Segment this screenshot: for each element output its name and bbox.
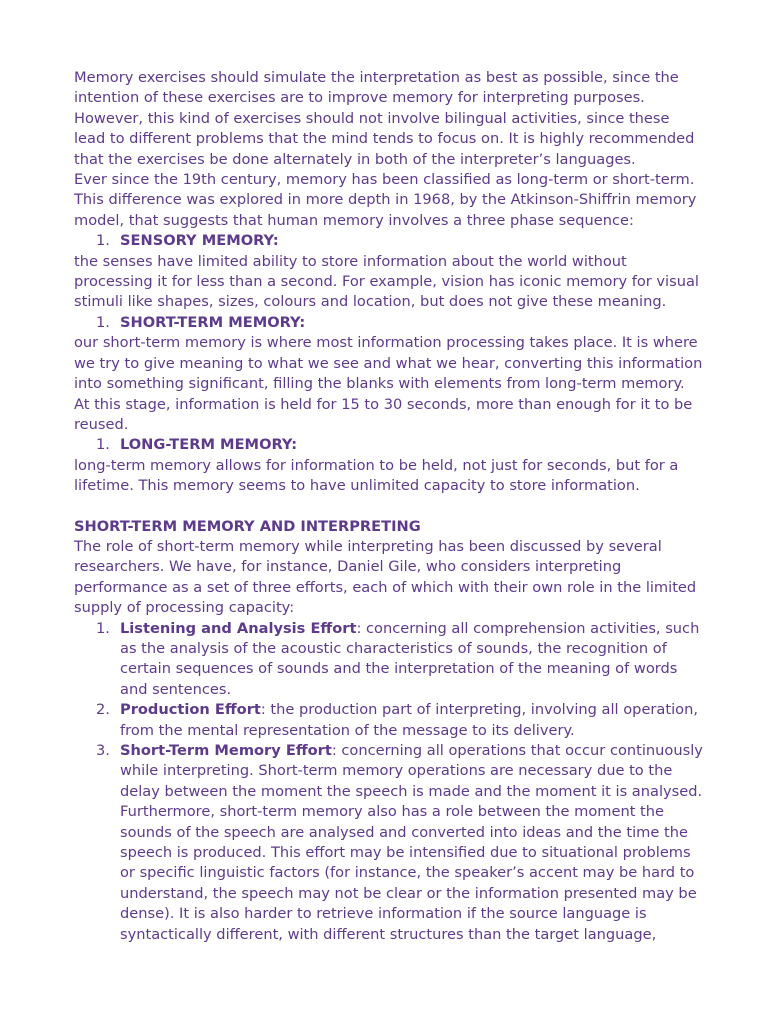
list-item [96,619,704,701]
section-intro: The role of short-term memory while interpreting has been discussed by several researchers. We have, for instance, Daniel Gile, who considers interpreting performance as a set of three efforts, each of which with their own role in the limited supply of processing capacity: [74,537,697,617]
memory-type-title: SHORT-TERM MEMORY: [120,313,306,331]
memory-type-heading-long-term [96,435,704,455]
effort-term: Production Effort [120,701,261,719]
list-number: 1. [96,619,110,637]
intro-paragraph-2: Ever since the 19th century, memory has been classified as long-term or short-term. This difference was explored in more depth in 1968, by the Atkinson-Shiffrin memory model, that suggests that human memory involves a three phase sequence: [74,171,697,229]
list-number: 2. [96,701,110,719]
list-number: 1. [96,313,110,331]
list-item [96,700,704,741]
memory-type-heading-short-term [96,313,704,333]
section-heading: SHORT-TERM MEMORY AND INTERPRETING [74,517,421,535]
list-item-body [120,700,704,741]
list-number: 1. [96,436,110,454]
efforts-list [74,619,704,946]
effort-description: : the production part of interpreting, involving all operation, from the mental representation of the message to its delivery. [120,701,698,739]
list-item-body [120,741,704,945]
effort-description: : concerning all comprehension activities, such as the analysis of the acoustic characteristics of sounds, the recognition of certain sequences of sounds and the interpretation of the meaning of words and sentences. [120,619,700,698]
list-number: 1. [96,232,110,250]
memory-type-title: LONG-TERM MEMORY: [120,436,298,454]
list-item-body [120,619,704,701]
document-page [74,68,704,945]
effort-description: : concerning all operations that occur continuously while interpreting. Short-term memory operations are necessary due to the delay between the moment the speech is made and the moment it is analysed. Furthermore, short-term memory also has a role between the moment the sounds of the speech are analysed and converted into ideas and the time the speech is produced. This effort may be intensified due to situational problems or specific linguistic factors (for instance, the speaker’s accent may be hard to understand, the speech may not be clear or the information presented may be dense). It is also harder to retrieve information if the source language is syntactically different, with different structures than the target language, [120,742,703,943]
memory-type-description: our short-term memory is where most information processing takes place. It is where we try to give meaning to what we see and what we hear, converting this information into something significant, filling the blanks with elements from long-term memory. At this stage, information is held for 15 to 30 seconds, more than enough for it to be reused. [74,334,703,433]
list-number: 3. [96,742,110,759]
list-item [96,741,704,945]
memory-type-title: SENSORY MEMORY: [120,232,279,250]
effort-term: Listening and Analysis Effort [120,619,357,637]
memory-type-description: the senses have limited ability to store information about the world without processing it for less than a second. For example, vision has iconic memory for visual stimuli like shapes, sizes, colours and location, but does not give these meaning. [74,252,699,311]
effort-term: Short-Term Memory Effort [120,742,332,759]
memory-type-heading-sensory [96,231,704,251]
memory-type-description: long-term memory allows for information to be held, not just for seconds, but for a lifetime. This memory seems to have unlimited capacity to store information. [74,456,679,495]
intro-paragraph-1: Memory exercises should simulate the interpretation as best as possible, since the intention of these exercises are to improve memory for interpreting purposes. However, this kind of exercises should not involve bilingual activities, since these lead to different problems that the mind tends to focus on. It is highly recommended that the exercises be done alternately in both of the interpreter’s languages. [74,69,695,168]
